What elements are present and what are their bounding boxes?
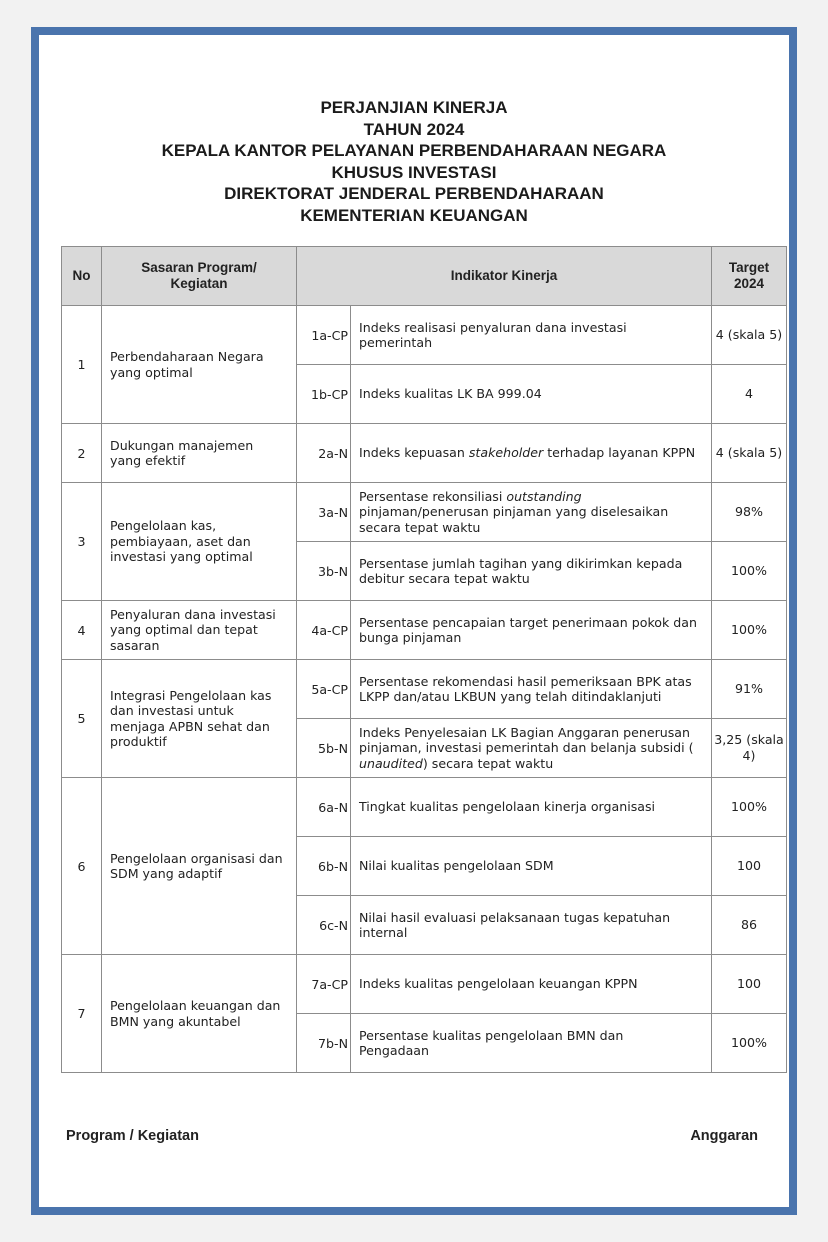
indicator-text: Tingkat kualitas pengelolaan kinerja organisasi: [351, 778, 712, 837]
table-row: [62, 424, 787, 483]
title-line: KEMENTERIAN KEUANGAN: [300, 205, 528, 225]
indicator-text: Indeks kualitas LK BA 999.04: [351, 365, 712, 424]
indicator-text: Persentase jumlah tagihan yang dikirimkan kepada debitur secara tepat waktu: [351, 542, 712, 601]
title-line: KHUSUS INVESTASI: [331, 162, 497, 182]
table-row: [62, 601, 787, 660]
indicator-text-italic: outstanding: [506, 488, 582, 504]
sasaran-cell: Dukungan manajemen yang efektif: [102, 424, 297, 483]
indicator-text-italic: stakeholder: [468, 445, 544, 461]
indicator-code: 3a-N: [297, 483, 351, 542]
row-number: 6: [62, 778, 102, 955]
row-number: 3: [62, 483, 102, 601]
indicator-text-part: pinjaman/penerusan pinjaman yang diselesaikan secara tepat waktu: [359, 504, 669, 535]
target-value: 100%: [712, 1014, 787, 1073]
indicator-code: 1b-CP: [297, 365, 351, 424]
indicator-code: 6b-N: [297, 837, 351, 896]
target-value: 4 (skala 5): [712, 424, 787, 483]
table-row: [62, 778, 787, 837]
indicator-text: [351, 424, 712, 483]
header-sasaran: Sasaran Program/ Kegiatan: [102, 247, 297, 306]
document-frame: [31, 27, 797, 1215]
header-target: Target 2024: [712, 247, 787, 306]
row-number: 1: [62, 306, 102, 424]
indicator-code: 7a-CP: [297, 955, 351, 1014]
target-value: 4: [712, 365, 787, 424]
indicator-text: Nilai hasil evaluasi pelaksanaan tugas kepatuhan internal: [351, 896, 712, 955]
indicator-text-part: Indeks Penyelesaian LK Bagian Anggaran penerusan pinjaman, investasi pemerintah dan belanja subsidi (: [359, 724, 694, 756]
target-value: 100: [712, 955, 787, 1014]
row-number: 2: [62, 424, 102, 483]
indicator-text-part: Indeks kepuasan: [359, 445, 469, 461]
indicator-code: 3b-N: [297, 542, 351, 601]
indicator-text: [351, 719, 712, 778]
indicator-code: 2a-N: [297, 424, 351, 483]
indicator-text: Persentase kualitas pengelolaan BMN dan Pengadaan: [351, 1014, 712, 1073]
indicator-text-part: terhadap layanan KPPN: [543, 445, 696, 461]
header-indikator: Indikator Kinerja: [297, 247, 712, 306]
title-line: PERJANJIAN KINERJA: [320, 98, 508, 117]
row-number: 5: [62, 660, 102, 778]
indicator-text: Persentase pencapaian target penerimaan pokok dan bunga pinjaman: [351, 601, 712, 660]
indicator-text: Indeks kualitas pengelolaan keuangan KPPN: [351, 955, 712, 1014]
indicator-code: 1a-CP: [297, 306, 351, 365]
header-no: No: [62, 247, 102, 306]
sasaran-cell: Pengelolaan organisasi dan SDM yang adaptif: [102, 778, 297, 955]
table-header-row: [62, 247, 787, 306]
footer-program-label: Program / Kegiatan: [66, 1128, 199, 1144]
row-number: 7: [62, 955, 102, 1073]
sasaran-cell: Pengelolaan kas, pembiayaan, aset dan investasi yang optimal: [102, 483, 297, 601]
target-value: 100%: [712, 542, 787, 601]
indicator-text: [351, 483, 712, 542]
table-row: [62, 483, 787, 542]
target-value: 100: [712, 837, 787, 896]
indicator-text: Persentase rekomendasi hasil pemeriksaan BPK atas LKPP dan/atau LKBUN yang telah ditindaklanjuti: [351, 660, 712, 719]
indicator-code: 5b-N: [297, 719, 351, 778]
target-value: 98%: [712, 483, 787, 542]
table-row: [62, 955, 787, 1014]
target-value: 86: [712, 896, 787, 955]
row-number: 4: [62, 601, 102, 660]
indicator-text: Nilai kualitas pengelolaan SDM: [351, 837, 712, 896]
target-value: 91%: [712, 660, 787, 719]
target-value: 100%: [712, 778, 787, 837]
indicator-code: 6c-N: [297, 896, 351, 955]
footer-anggaran-label: Anggaran: [690, 1128, 758, 1144]
sasaran-cell: Perbendaharaan Negara yang optimal: [102, 306, 297, 424]
title-line: KEPALA KANTOR PELAYANAN PERBENDAHARAAN NEGARA: [161, 141, 667, 160]
sasaran-cell: Integrasi Pengelolaan kas dan investasi untuk menjaga APBN sehat dan produktif: [102, 660, 297, 778]
indicator-text: Indeks realisasi penyaluran dana investasi pemerintah: [351, 306, 712, 365]
table-body: [62, 306, 787, 1073]
indicator-code: 6a-N: [297, 778, 351, 837]
document-title: [39, 97, 789, 226]
indicator-code: 5a-CP: [297, 660, 351, 719]
indicator-code: 4a-CP: [297, 601, 351, 660]
indicator-text-part: ) secara tepat waktu: [422, 755, 554, 771]
indicator-text-part: Persentase rekonsiliasi: [359, 488, 507, 504]
performance-table: [61, 246, 787, 1073]
sasaran-cell: Penyaluran dana investasi yang optimal dan tepat sasaran: [102, 601, 297, 660]
title-line: TAHUN 2024: [363, 119, 465, 139]
indicator-text-italic: unaudited: [359, 755, 423, 771]
target-value: 4 (skala 5): [712, 306, 787, 365]
table-row: [62, 660, 787, 719]
sasaran-cell: Pengelolaan keuangan dan BMN yang akuntabel: [102, 955, 297, 1073]
table-row: [62, 306, 787, 365]
title-line: DIREKTORAT JENDERAL PERBENDAHARAAN: [224, 184, 604, 203]
indicator-code: 7b-N: [297, 1014, 351, 1073]
target-value: 3,25 (skala 4): [712, 719, 787, 778]
target-value: 100%: [712, 601, 787, 660]
